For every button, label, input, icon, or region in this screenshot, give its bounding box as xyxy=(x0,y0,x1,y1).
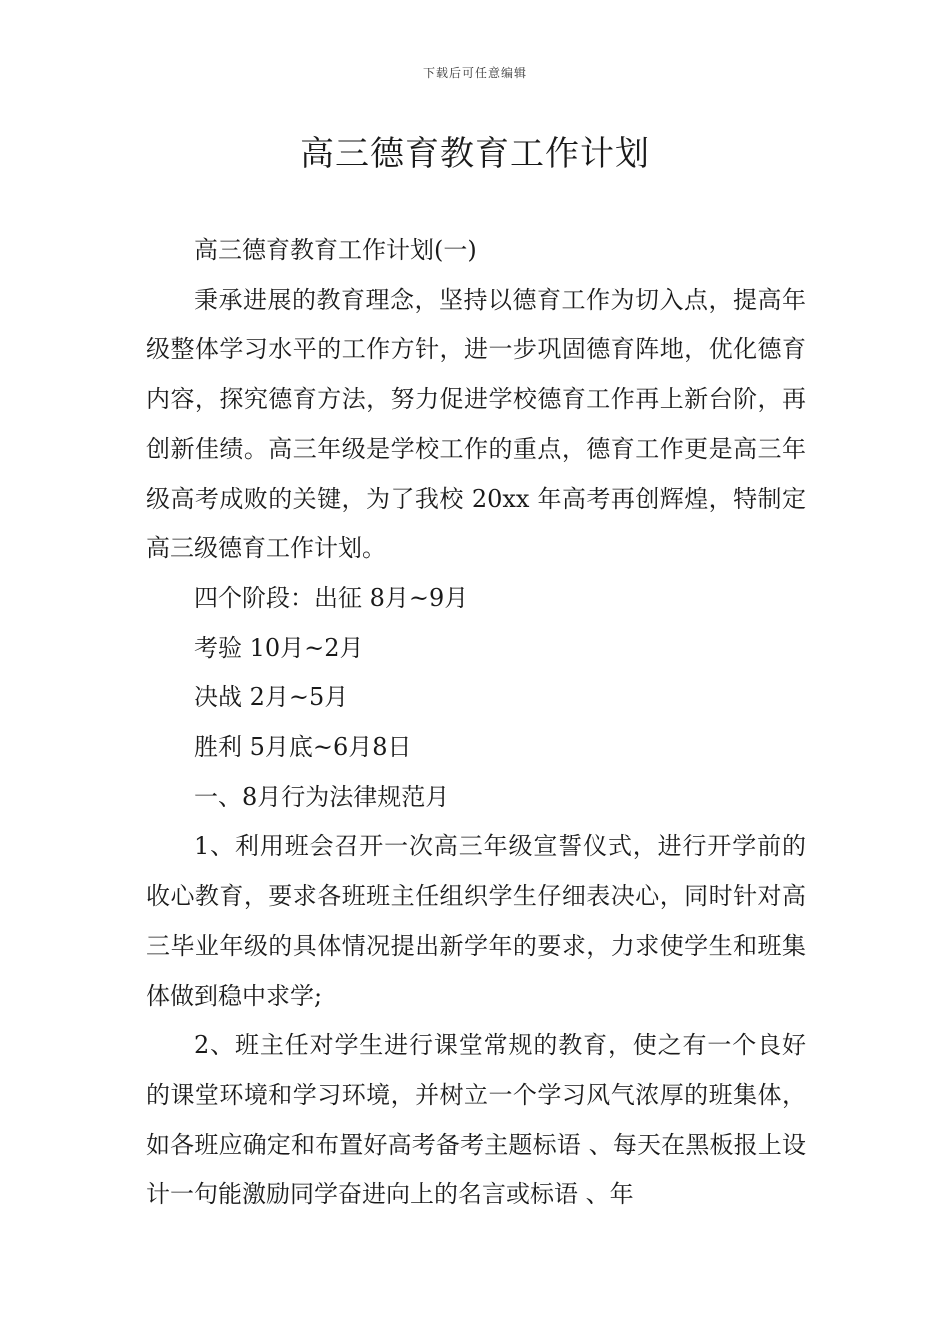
stage-line: 考验 10月~2月 xyxy=(194,633,364,662)
stage-line: 胜利 5月底~6月8日 xyxy=(194,733,412,762)
stage-line: 四个阶段：出征 8月~9月 xyxy=(194,583,469,612)
stage-line: 决战 2月~5月 xyxy=(194,683,349,712)
section-heading: 高三德育教育工作计划(一) xyxy=(194,236,477,264)
intro-paragraph: 秉承进展的教育理念，坚持以德育工作为切入点，提高年级整体学习水平的工作方针，进一步巩固德育阵地，优化德育内容，探究德育方法，努力促进学校德育工作再上新台阶，再创新佳绩。高三年级是学校工作的重点，德育工作更是高三年级高考成败的关键，为了我校 20xx 年高考再创辉煌，特制定高三级德育工作计划。 xyxy=(146,285,806,563)
document-body xyxy=(146,226,806,1220)
subsection-heading: 一、8月行为法律规范月 xyxy=(194,782,450,811)
list-item-paragraph: 1、利用班会召开一次高三年级宣誓仪式，进行开学前的收心教育，要求各班班主任组织学生仔细表决心，同时针对高三毕业年级的具体情况提出新学年的要求，力求使学生和班集体做到稳中求学; xyxy=(146,832,806,1010)
header-note: 下载后可任意编辑 xyxy=(422,66,527,80)
list-item-paragraph: 2、班主任对学生进行课堂常规的教育，使之有一个良好的课堂环境和学习环境，并树立一个学习风气浓厚的班集体，如各班应确定和布置好高考备考主题标语 、每天在黑板报上设计一句能激励同学奋进向上的名言或标语 、年 xyxy=(146,1031,806,1209)
document-title: 高三德育教育工作计划 xyxy=(300,134,650,174)
